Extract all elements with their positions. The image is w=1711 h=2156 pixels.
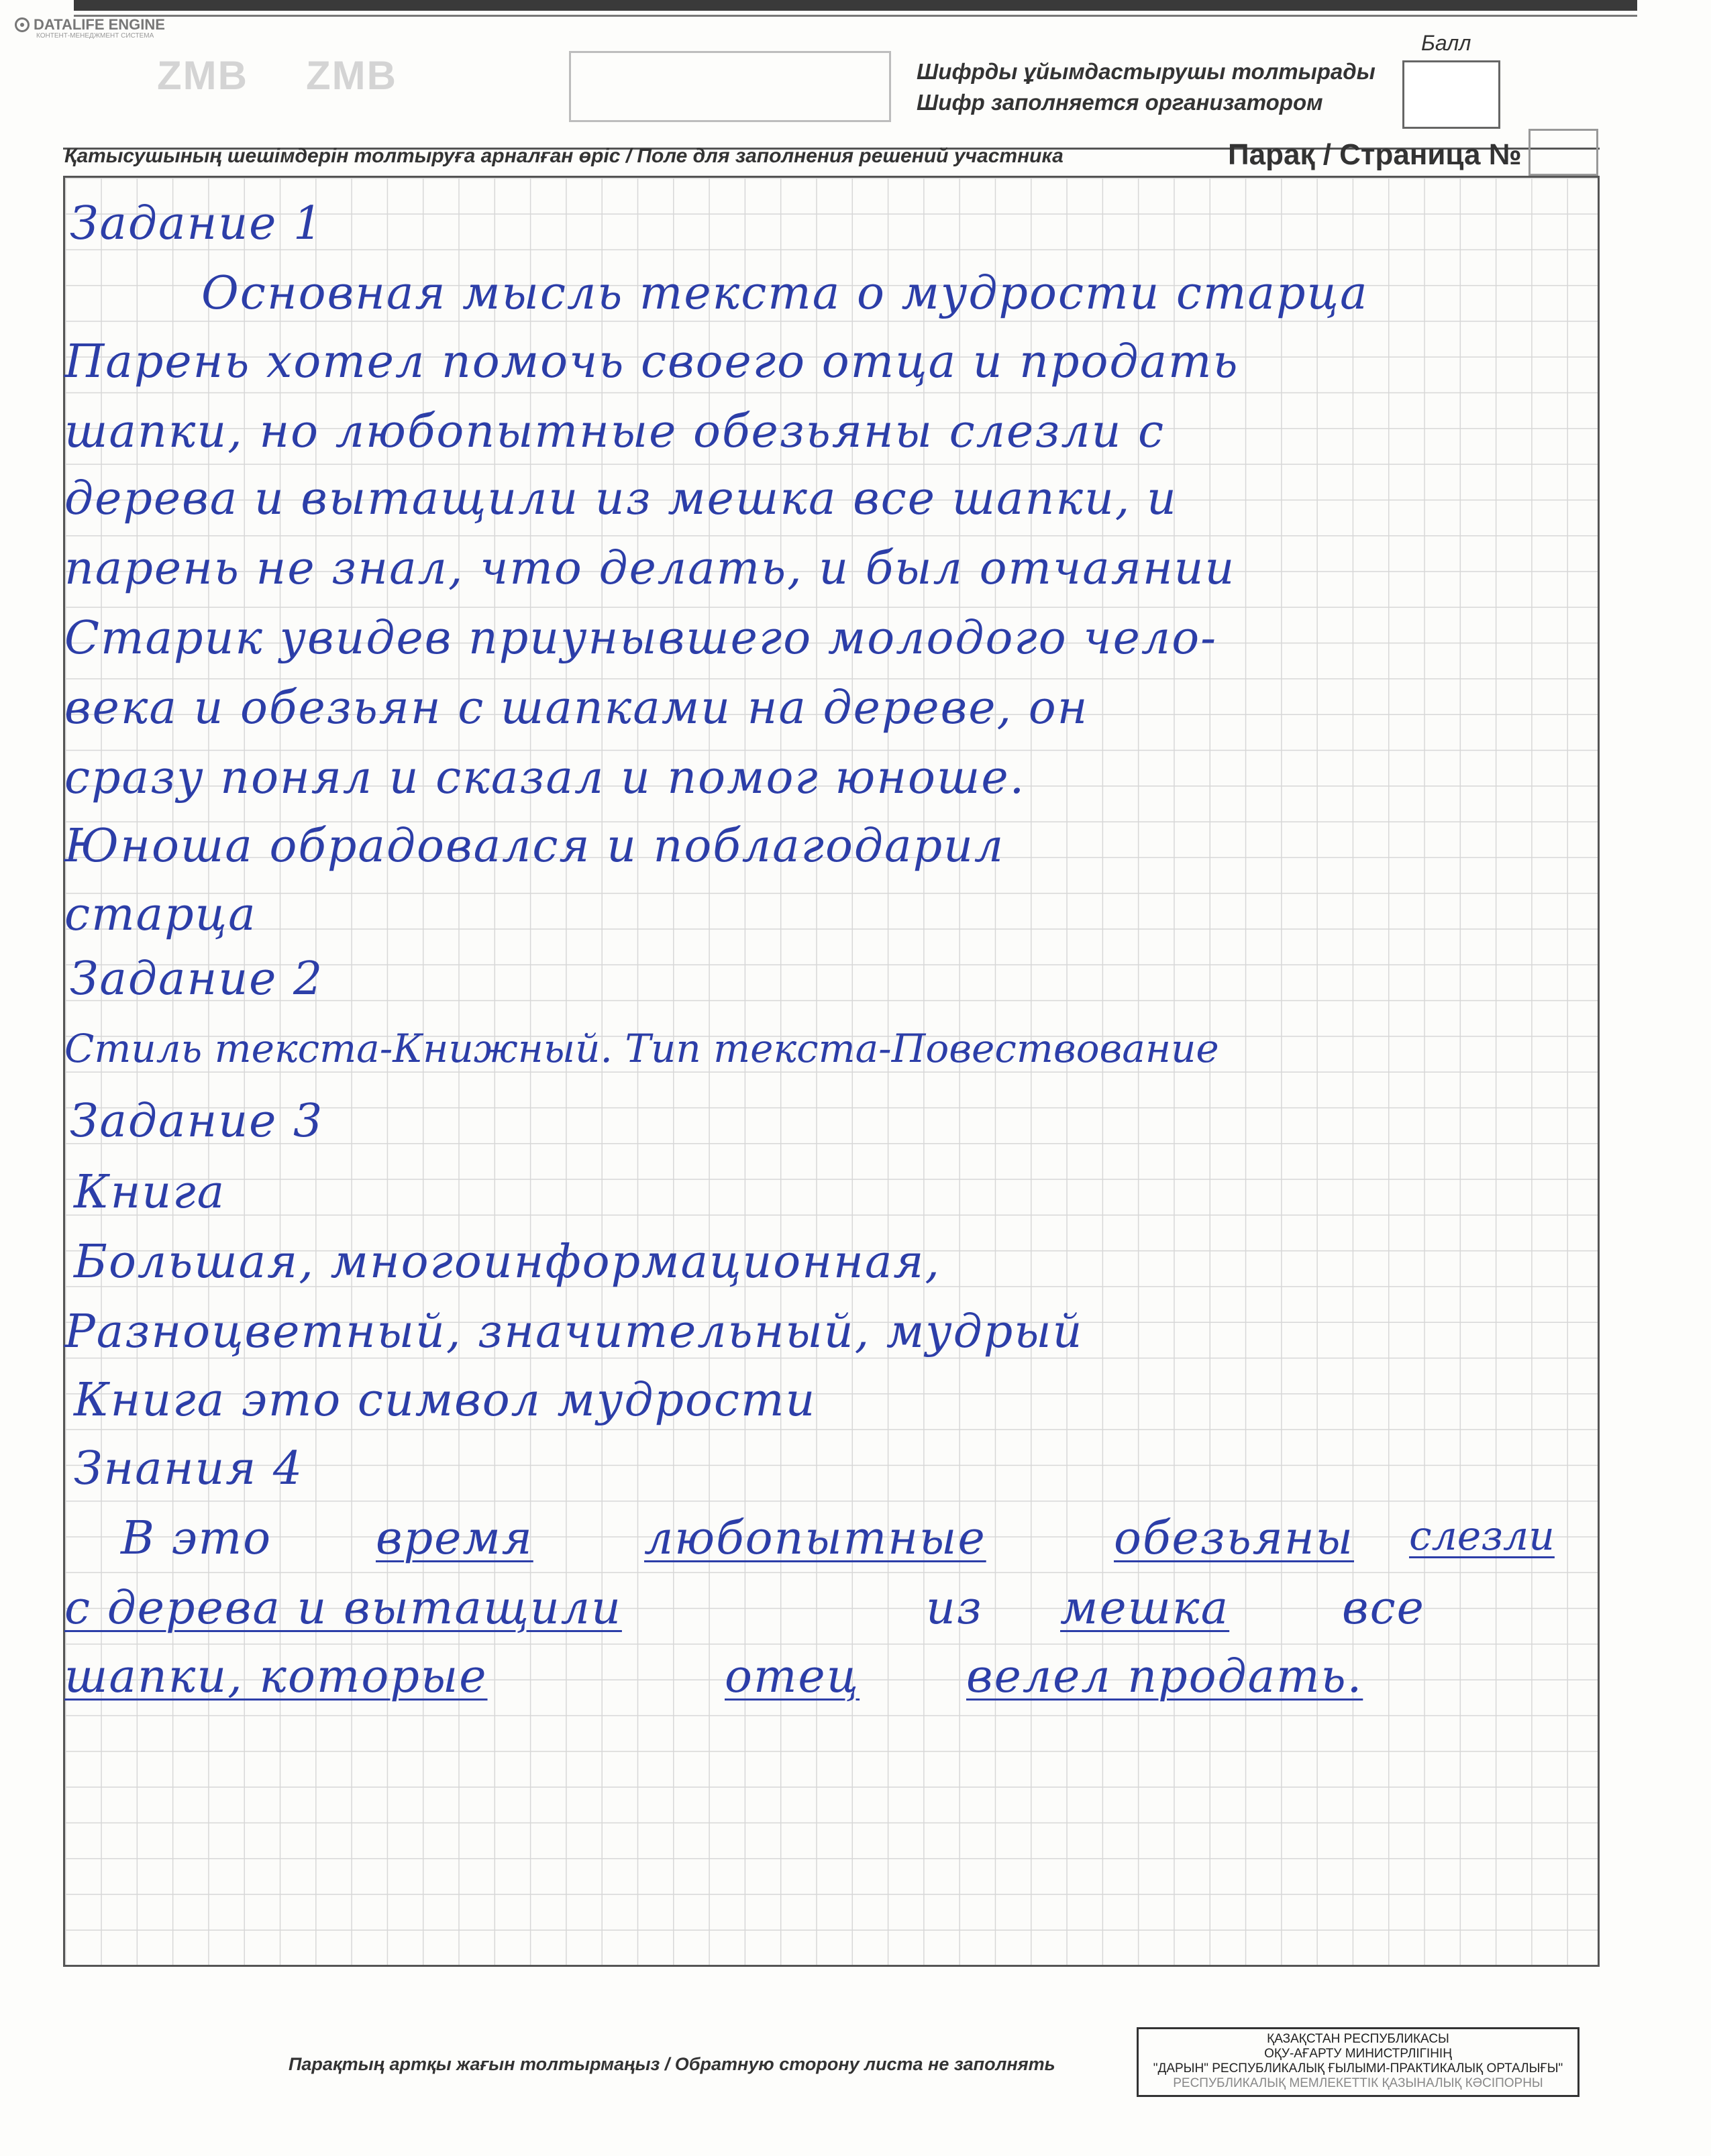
stamp-line-3: "ДАРЫН" РЕСПУБЛИКАЛЫҚ ҒЫЛЫМИ-ПРАКТИКАЛЫҚ ОРТАЛЫҒЫ" (1153, 2061, 1563, 2076)
t4-l1-w5: слезли (1409, 1513, 1555, 1560)
zmb-watermark-left: ZMB (157, 53, 248, 98)
stamp-line-2: ОҚУ-АҒАРТУ МИНИСТРЛІГІНІҢ (1264, 2047, 1452, 2061)
t4-l1-w3: любопытные (644, 1512, 986, 1565)
t4-l2-w2: из (926, 1582, 983, 1635)
stamp-line-1: ҚАЗАҚСТАН РЕСПУБЛИКАСЫ (1267, 2032, 1449, 2046)
zmb-watermark-right: ZMB (306, 53, 397, 98)
t4-l3-w1: шапки, которые (64, 1650, 488, 1703)
cipher-code-box (569, 51, 891, 122)
hw-line-1: Задание 1 (70, 197, 324, 250)
organizer-label-kz: Шифрды ұйымдастырушы толтырады (917, 59, 1376, 84)
hw-line-8: века и обезьян с шапками на дереве, он (64, 682, 1089, 735)
hw-line-4: шапки, но любопытные обезьяны слезли с (64, 405, 1165, 458)
watermark-logo (15, 16, 165, 40)
hw-line-14: Задание 3 (70, 1095, 324, 1148)
t4-l2-w4: все (1342, 1582, 1425, 1635)
page-number-box (1528, 129, 1598, 176)
hw-line-15: Книга (74, 1166, 226, 1219)
score-box (1402, 60, 1500, 129)
hw-line-13: Стиль текста-Книжный. Тип текста-Повествование (64, 1026, 1219, 1071)
hw-line-9: сразу понял и сказал и помог юноше. (64, 751, 1026, 804)
t4-l2-w1: с дерева и вытащили (64, 1582, 622, 1635)
t4-l1-w1: В это (121, 1512, 272, 1565)
hw-line-11: старца (64, 888, 257, 941)
t4-l1-w2: время (376, 1512, 533, 1565)
hw-line-10: Юноша обрадовался и поблагодарил (64, 820, 1005, 873)
watermark-brand: DATALIFE ENGINE (34, 16, 165, 33)
stamp-line-4: РЕСПУБЛИКАЛЫҚ МЕМЛЕКЕТТІК ҚАЗЫНАЛЫҚ КӘСІПОРНЫ (1173, 2076, 1543, 2090)
t4-l2-w3: мешка (1060, 1582, 1230, 1635)
organizer-label-ru: Шифр заполняется организатором (917, 90, 1323, 115)
hw-line-19: Знания 4 (74, 1442, 304, 1495)
t4-l3-w3: велел продать. (966, 1650, 1363, 1703)
eye-icon (15, 17, 30, 32)
hw-line-17: Разноцветный, значительный, мудрый (64, 1305, 1084, 1358)
hw-line-16: Большая, многоинформационная, (74, 1236, 941, 1289)
watermark-sub: КОНТЕНТ-МЕНЕДЖМЕНТ СИСТЕМА (36, 32, 154, 40)
organization-stamp (1137, 2027, 1579, 2097)
answer-field-label: Қатысушының шешімдерін толтыруға арналған өріс / Поле для заполнения решений участника (64, 145, 1064, 167)
t4-l1-w4: обезьяны (1114, 1512, 1354, 1565)
top-scan-bar (74, 0, 1637, 11)
footer-notice: Парақтың артқы жағын толтырмаңыз / Обратную сторону листа не заполнять (289, 2054, 1055, 2074)
hw-line-3: Парень хотел помочь своего отца и продать (64, 335, 1239, 388)
hw-line-18: Книга это символ мудрости (74, 1374, 817, 1427)
hw-line-12: Задание 2 (70, 953, 324, 1006)
page-number-label: Парақ / Страница № (1228, 138, 1522, 171)
hw-line-6: парень не знал, что делать, и был отчаянии (64, 542, 1236, 595)
hw-line-5: дерева и вытащили из мешка все шапки, и (64, 472, 1178, 525)
hw-line-2: Основная мысль текста о мудрости старца (201, 267, 1369, 320)
t4-l3-w2: отец (725, 1650, 860, 1703)
score-label: Балл (1421, 31, 1471, 55)
hw-line-7: Старик увидев приунывшего молодого чело- (64, 612, 1218, 665)
top-scan-line (74, 15, 1637, 17)
